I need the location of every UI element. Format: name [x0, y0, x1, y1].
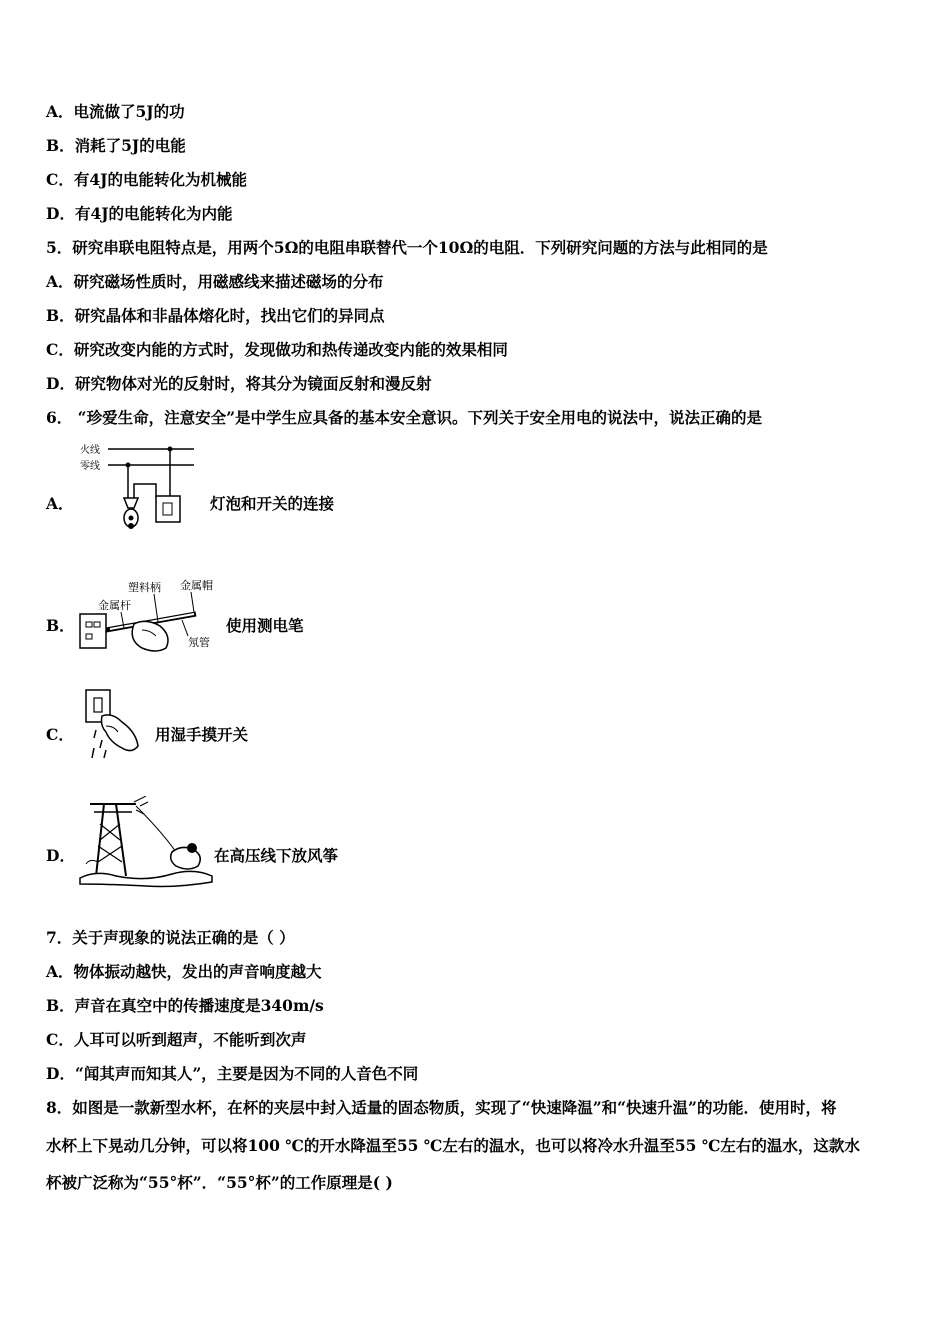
fire-wire-label: 火线: [80, 445, 100, 456]
metal-cap-label: 金属帽: [180, 579, 213, 592]
neon-tube-label: 氖管: [188, 636, 210, 649]
q7-stem: 7．关于声现象的说法正确的是（ ）: [46, 928, 295, 947]
lamp-holder-icon: [124, 498, 138, 508]
q7-option-b: B．声音在真空中的传播速度是340m/s: [46, 996, 324, 1015]
q6-option-a-caption: 灯泡和开关的连接: [210, 494, 335, 513]
q6-stem: 6． “珍爱生命，注意安全”是中学生应具备的基本安全意识。下列关于安全用电的说法中，说法正确的是: [46, 408, 763, 427]
q7-option-a: A．物体振动越快，发出的声音响度越大: [46, 962, 322, 981]
test-pen-figure: [76, 574, 226, 656]
q4-option-c: C．有4J的电能转化为机械能: [46, 170, 247, 189]
q6-option-d-label: D．: [46, 846, 75, 865]
lamp-switch-circuit-figure: [76, 440, 196, 540]
wet-hand-icon: [102, 715, 139, 751]
ground-icon: [80, 871, 212, 886]
metal-rod-label: 金属杆: [98, 599, 131, 612]
plastic-handle-label: 塑料柄: [128, 581, 161, 594]
q4-option-d: D．有4J的电能转化为内能: [46, 204, 233, 223]
q8-line-1: 8．如图是一款新型水杯，在杯的夹层中封入适量的固态物质，实现了“快速降温”和“快速升温”的功能．使用时，将: [46, 1098, 837, 1117]
q6-option-d-caption: 在高压线下放风筝: [214, 846, 339, 865]
socket-icon: [80, 614, 106, 648]
q4-option-a: A．电流做了5J的功: [46, 102, 185, 121]
zero-wire-label: 零线: [80, 461, 100, 472]
q4-option-b: B．消耗了5J的电能: [46, 136, 186, 155]
q5-option-b: B．研究晶体和非晶体熔化时，找出它们的异同点: [46, 306, 385, 325]
wet-hand-switch-figure: [76, 686, 146, 764]
q5-option-c: C．研究改变内能的方式时，发现做功和热传递改变内能的效果相同: [46, 340, 508, 359]
q6-option-c-caption: 用湿手摸开关: [155, 725, 249, 744]
q8-line-3: 杯被广泛称为“55°杯”．“55°杯”的工作原理是( ): [46, 1173, 393, 1192]
q8-line-2: 水杯上下晃动几分钟，可以将100 ℃的开水降温至55 ℃左右的温水，也可以将冷水升温至55 ℃左右的温水，这款水: [46, 1136, 860, 1155]
q5-option-d: D．研究物体对光的反射时，将其分为镜面反射和漫反射: [46, 374, 432, 393]
q6-option-a-label: A．: [46, 494, 74, 513]
q7-option-c: C．人耳可以听到超声，不能听到次声: [46, 1030, 307, 1049]
q5-option-a: A．研究磁场性质时，用磁感线来描述磁场的分布: [46, 272, 384, 291]
q6-option-c-label: C．: [46, 725, 74, 744]
q7-option-d: D．“闻其声而知其人”，主要是因为不同的人音色不同: [46, 1064, 419, 1083]
q5-stem: 5．研究串联电阻特点是，用两个5Ω的电阻串联替代一个10Ω的电阻．下列研究问题的方法与此相同的是: [46, 238, 768, 257]
kite-power-line-figure: [76, 796, 216, 890]
q6-option-b-caption: 使用测电笔: [226, 616, 304, 635]
hand-icon: [132, 621, 168, 651]
q6-option-b-label: B．: [46, 616, 75, 635]
